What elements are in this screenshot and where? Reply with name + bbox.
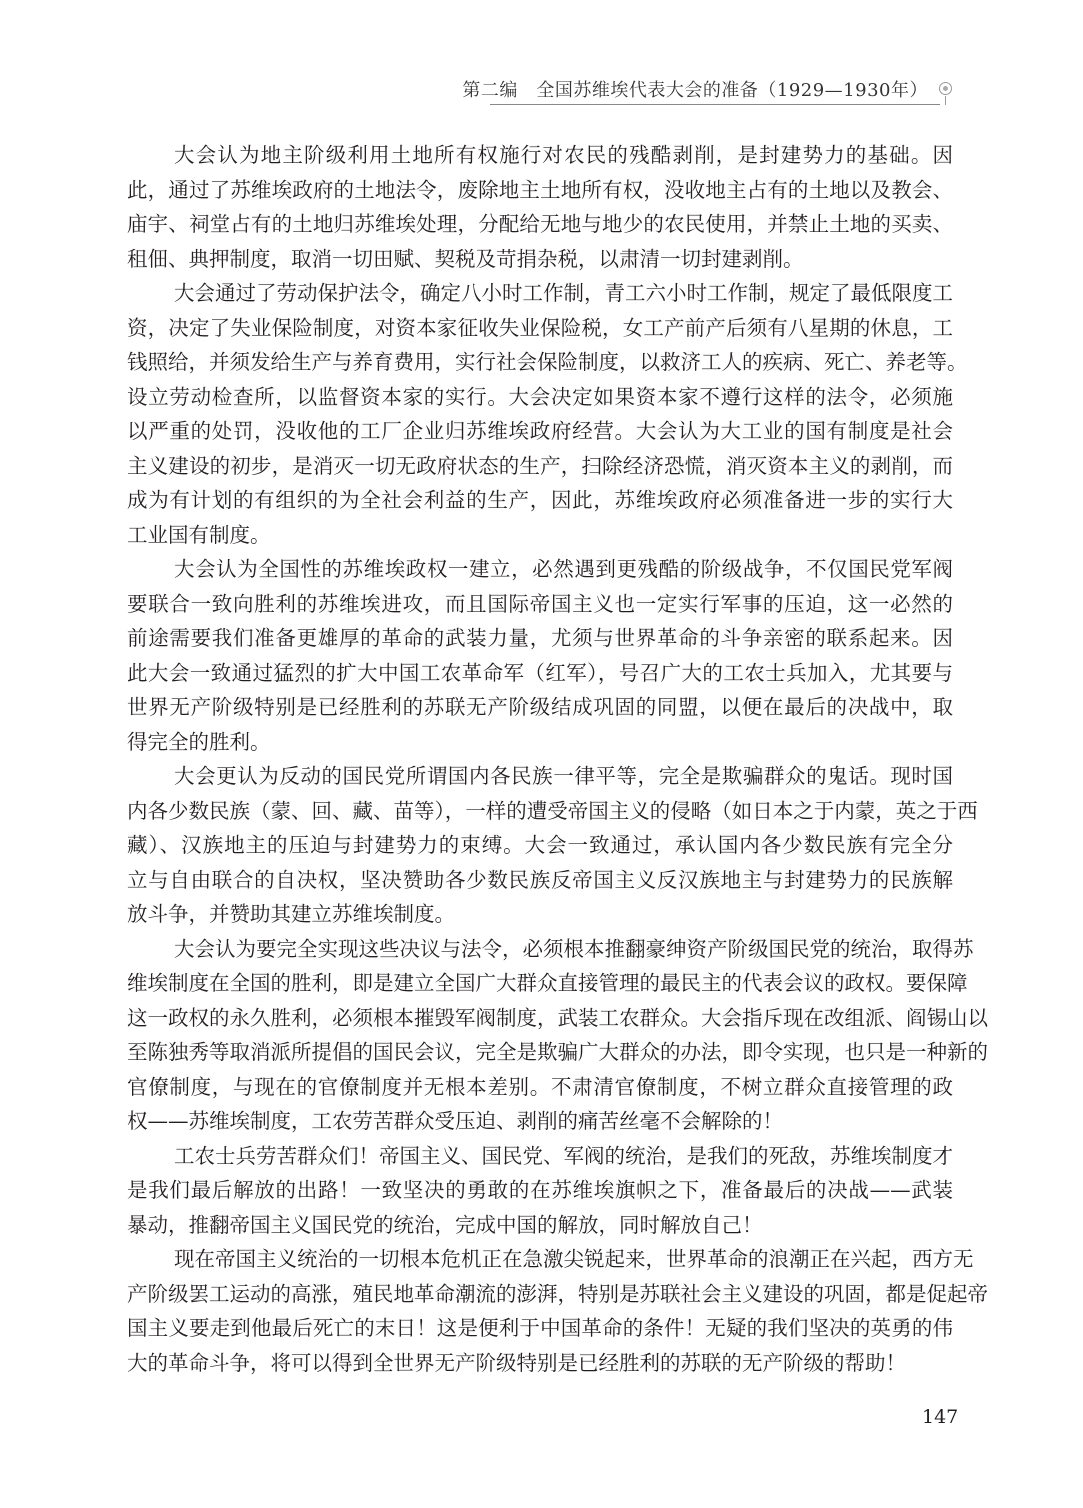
text-line: 世界无产阶级特别是已经胜利的苏联无产阶级结成巩固的同盟，以便在最后的决战中，取 (127, 695, 953, 719)
text-line: 资，决定了失业保险制度，对资本家征收失业保险税，女工产前产后须有八星期的休息，工 (127, 315, 953, 340)
header-divider-tick (945, 96, 946, 105)
text-line: 前途需要我们准备更雄厚的革命的武装力量，尤须与世界革命的斗争亲密的联系起来。因 (127, 626, 953, 650)
text-line: 大会通过了劳动保护法令，确定八小时工作制，青工六小时工作制，规定了最低限度工 (174, 281, 953, 305)
text-line: 主义建设的初步，是消灭一切无政府状态的生产，扫除经济恐慌，消灭资本主义的剥削，而 (127, 453, 953, 478)
text-line: 立与自由联合的自决权，坚决赞助各少数民族反帝国主义反汉族地主与封建势力的民族解 (127, 867, 953, 892)
text-line: 大会认为地主阶级利用土地所有权施行对农民的残酷剥削，是封建势力的基础。因 (174, 143, 953, 167)
text-line: 内各少数民族（蒙、回、藏、苗等），一样的遭受帝国主义的侵略（如日本之于内蒙，英之于西 (127, 798, 978, 823)
text-line: 得完全的胜利。 (127, 729, 271, 754)
text-line: 钱照给，并须发给生产与养育费用，实行社会保险制度，以救济工人的疾病、死亡、养老等。 (127, 350, 968, 374)
text-line: 现在帝国主义统治的一切根本危机正在急激尖锐起来，世界革命的浪潮正在兴起，西方无 (174, 1247, 974, 1271)
text-line: 国主义要走到他最后死亡的末日！这是便利于中国革命的条件！无疑的我们坚决的英勇的伟 (127, 1316, 953, 1340)
paragraph (127, 759, 978, 932)
text-line: 是我们最后解放的出路！一致坚决的勇敢的在苏维埃旗帜之下，准备最后的决战——武装 (127, 1178, 953, 1202)
text-line: 工业国有制度。 (127, 522, 271, 547)
paragraph (127, 1242, 988, 1380)
text-line: 暴动，推翻帝国主义国民党的统治，完成中国的解放，同时解放自己！ (127, 1212, 763, 1237)
text-line: 此大会一致通过猛烈的扩大中国工农革命军（红军），号召广大的工农士兵加入，尤其要与 (127, 660, 953, 685)
text-line: 放斗争，并赞助其建立苏维埃制度。 (127, 902, 455, 926)
text-line: 设立劳动检查所，以监督资本家的实行。大会决定如果资本家不遵行这样的法令，必须施 (127, 384, 953, 409)
body-text (127, 138, 988, 1380)
text-line: 维埃制度在全国的胜利，即是建立全国广大群众直接管理的最民主的代表会议的政权。要保障 (127, 971, 968, 995)
running-header-title: 第二编 全国苏维埃代表大会的准备（1929—1930年） (462, 80, 928, 101)
text-line: 租佃、典押制度，取消一切田赋、契税及苛捐杂税，以肃清一切封建剥削。 (127, 246, 804, 271)
paragraph (127, 138, 953, 276)
circle-dot-icon (939, 82, 952, 95)
text-line: 大会认为全国性的苏维埃政权一建立，必然遇到更残酷的阶级战争，不仅国民党军阀 (174, 557, 953, 581)
paragraph (127, 932, 988, 1139)
text-line: 大会认为要完全实现这些决议与法令，必须根本推翻豪绅资产阶级国民党的统治，取得苏 (174, 936, 974, 961)
text-line: 此，通过了苏维埃政府的土地法令，废除地主土地所有权，没收地主占有的土地以及教会、 (127, 177, 953, 202)
text-line: 权——苏维埃制度，工农劳苦群众受压迫、剥削的痛苦丝毫不会解除的！ (127, 1109, 783, 1133)
text-line: 成为有计划的有组织的为全社会利益的生产，因此，苏维埃政府必须准备进一步的实行大 (127, 488, 953, 512)
text-line: 庙宇、祠堂占有的土地归苏维埃处理，分配给无地与地少的农民使用，并禁止土地的买卖、 (127, 212, 953, 236)
paragraph (127, 276, 968, 552)
text-line: 产阶级罢工运动的高涨，殖民地革命潮流的澎湃，特别是苏联社会主义建设的巩固，都是促起帝 (127, 1281, 988, 1306)
text-line: 这一政权的永久胜利，必须根本摧毁军阀制度，武装工农群众。大会指斥现在改组派、阎锡山以 (127, 1005, 988, 1030)
paragraph (127, 1139, 953, 1243)
text-line: 大会更认为反动的国民党所谓国内各民族一律平等，完全是欺骗群众的鬼话。现时国 (174, 764, 953, 788)
running-header (462, 74, 940, 105)
text-line: 工农士兵劳苦群众们！帝国主义、国民党、军阀的统治，是我们的死敌，苏维埃制度才 (174, 1143, 953, 1168)
text-line: 藏）、汉族地主的压迫与封建势力的束缚。大会一致通过，承认国内各少数民族有完全分 (127, 833, 953, 857)
text-line: 至陈独秀等取消派所提倡的国民会议，完全是欺骗广大群众的办法，即令实现，也只是一种新的 (127, 1040, 988, 1064)
paragraph (127, 552, 953, 759)
page-number: 147 (922, 1406, 959, 1428)
text-line: 以严重的处罚，没收他的工厂企业归苏维埃政府经营。大会认为大工业的国有制度是社会 (127, 419, 953, 443)
text-line: 要联合一致向胜利的苏维埃进攻，而且国际帝国主义也一定实行军事的压迫，这一必然的 (127, 591, 953, 616)
text-line: 官僚制度，与现在的官僚制度并无根本差别。不肃清官僚制度，不树立群众直接管理的政 (127, 1074, 953, 1099)
text-line: 大的革命斗争，将可以得到全世界无产阶级特别是已经胜利的苏联的无产阶级的帮助！ (127, 1350, 906, 1375)
